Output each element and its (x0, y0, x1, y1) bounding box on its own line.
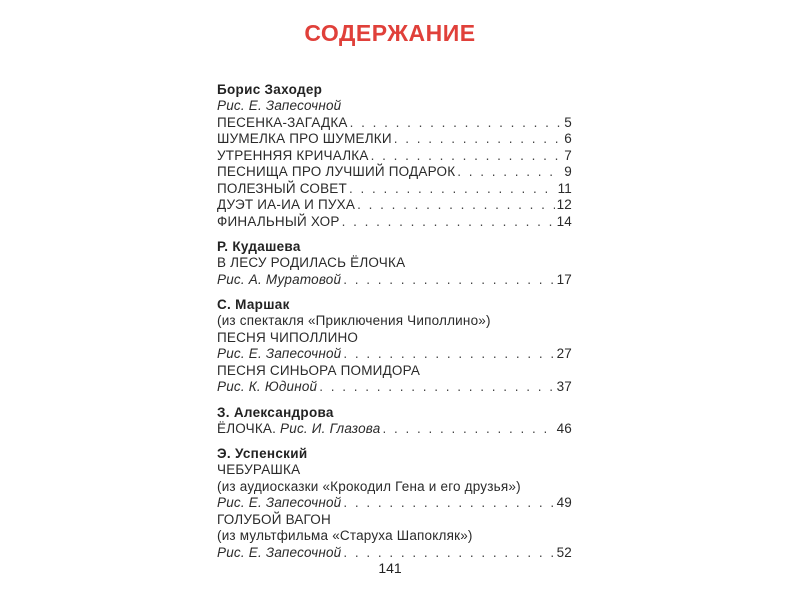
author-name: Борис Заходер (217, 82, 323, 97)
author-name: С. Маршак (217, 297, 290, 312)
toc-section (217, 404, 572, 438)
toc-entry-title-text: ЁЛОЧКА. (217, 420, 277, 436)
toc-entry[interactable] (217, 346, 572, 363)
table-of-contents (217, 81, 572, 569)
dot-leader (394, 131, 563, 148)
toc-entry-title-text: ПЕСНИЩА ПРО ЛУЧШИЙ ПОДАРОК (217, 164, 456, 179)
page-number: 141 (378, 560, 402, 576)
dot-leader (343, 272, 554, 289)
toc-page-number: 5 (564, 114, 572, 130)
toc-entry[interactable] (217, 214, 572, 231)
dot-leader (343, 346, 554, 363)
toc-page-number: 7 (564, 147, 572, 163)
toc-entry[interactable] (217, 164, 572, 181)
toc-page-number: 37 (556, 379, 572, 394)
illustrator-note: Рис. И. Глазова (280, 420, 381, 436)
toc-entry-title-text: Рис. К. Юдиной (217, 379, 318, 394)
toc-page-number: 14 (556, 213, 572, 229)
toc-entry-title-text: ПЕСЕНКА-ЗАГАДКА (217, 114, 348, 130)
toc-entry-title (217, 346, 341, 363)
dot-leader (382, 421, 554, 438)
toc-entry-title (217, 214, 340, 231)
toc-entry-title-text: Рис. А. Муратовой (217, 271, 342, 287)
dot-leader (319, 379, 554, 396)
toc-text-line: (из спектакля «Приключения Чиполлино») (217, 313, 491, 328)
dot-leader (357, 197, 555, 214)
toc-entry-title (217, 164, 455, 181)
dot-leader (371, 148, 563, 165)
toc-entry[interactable] (217, 148, 572, 165)
toc-entry[interactable] (217, 131, 572, 148)
toc-section (217, 296, 572, 396)
toc-page-number: 9 (564, 164, 572, 179)
toc-text-line: (из аудиосказки «Крокодил Гена и его друзья») (217, 478, 521, 494)
toc-entry[interactable] (217, 181, 572, 198)
toc-text-line: (из мультфильма «Старуха Шапокляк») (217, 528, 473, 543)
toc-entry-title (217, 131, 392, 148)
dot-leader (350, 115, 563, 132)
toc-page-number: 46 (556, 420, 572, 436)
toc-entry-title (217, 272, 341, 289)
toc-entry[interactable] (217, 545, 572, 562)
toc-entry-title (217, 421, 380, 438)
toc-page-number: 27 (556, 346, 572, 361)
toc-entry-title-text: Рис. Е. Запесочной (217, 346, 342, 361)
illustrator-note: Рис. Е. Запесочной (217, 98, 342, 113)
toc-entry-title-text: ШУМЕЛКА ПРО ШУМЕЛКИ (217, 131, 392, 146)
toc-entry-title (217, 545, 341, 562)
toc-entry-title (217, 181, 347, 198)
toc-entry[interactable] (217, 379, 572, 396)
toc-page-number: 17 (556, 271, 572, 287)
author-name: З. Александрова (217, 404, 334, 420)
toc-page-number: 52 (556, 544, 572, 560)
toc-page-number: 12 (556, 197, 572, 212)
toc-entry-title (217, 379, 317, 396)
toc-entry-title-text: Рис. Е. Запесочной (217, 495, 342, 510)
author-name: Р. Кудашева (217, 239, 301, 254)
toc-section (217, 238, 572, 288)
toc-section (217, 81, 572, 230)
toc-text-line: В ЛЕСУ РОДИЛАСЬ ЁЛОЧКА (217, 255, 406, 270)
toc-section (217, 445, 572, 561)
toc-entry-title (217, 148, 369, 165)
toc-entry-title (217, 115, 348, 132)
toc-text-line: ПЕСНЯ ЧИПОЛЛИНО (217, 329, 359, 345)
dot-leader (349, 181, 556, 198)
dot-leader (457, 164, 562, 181)
toc-entry[interactable] (217, 115, 572, 132)
toc-page-number: 49 (556, 495, 572, 510)
toc-page-number: 11 (557, 180, 572, 196)
dot-leader (343, 495, 554, 512)
toc-entry[interactable] (217, 421, 572, 438)
toc-text-line: ГОЛУБОЙ ВАГОН (217, 511, 331, 527)
author-name: Э. Успенский (217, 446, 308, 461)
toc-page-number: 6 (564, 131, 572, 146)
page-title: СОДЕРЖАНИЕ (304, 20, 476, 46)
toc-entry-title (217, 197, 355, 214)
toc-entry[interactable] (217, 495, 572, 512)
toc-entry-title-text: ДУЭТ ИА-ИА И ПУХА (217, 197, 356, 212)
toc-entry[interactable] (217, 197, 572, 214)
toc-text-line: ЧЕБУРАШКА (217, 462, 301, 477)
toc-entry[interactable] (217, 272, 572, 289)
dot-leader (342, 214, 555, 231)
dot-leader (343, 545, 554, 562)
toc-entry-title-text: Рис. Е. Запесочной (217, 544, 342, 560)
toc-entry-title (217, 495, 341, 512)
toc-entry-title-text: УТРЕННЯЯ КРИЧАЛКА (217, 147, 369, 163)
toc-text-line: ПЕСНЯ СИНЬОРА ПОМИДОРА (217, 362, 421, 378)
toc-entry-title-text: ПОЛЕЗНЫЙ СОВЕТ (217, 180, 347, 196)
toc-entry-title-text: ФИНАЛЬНЫЙ ХОР (217, 213, 340, 229)
